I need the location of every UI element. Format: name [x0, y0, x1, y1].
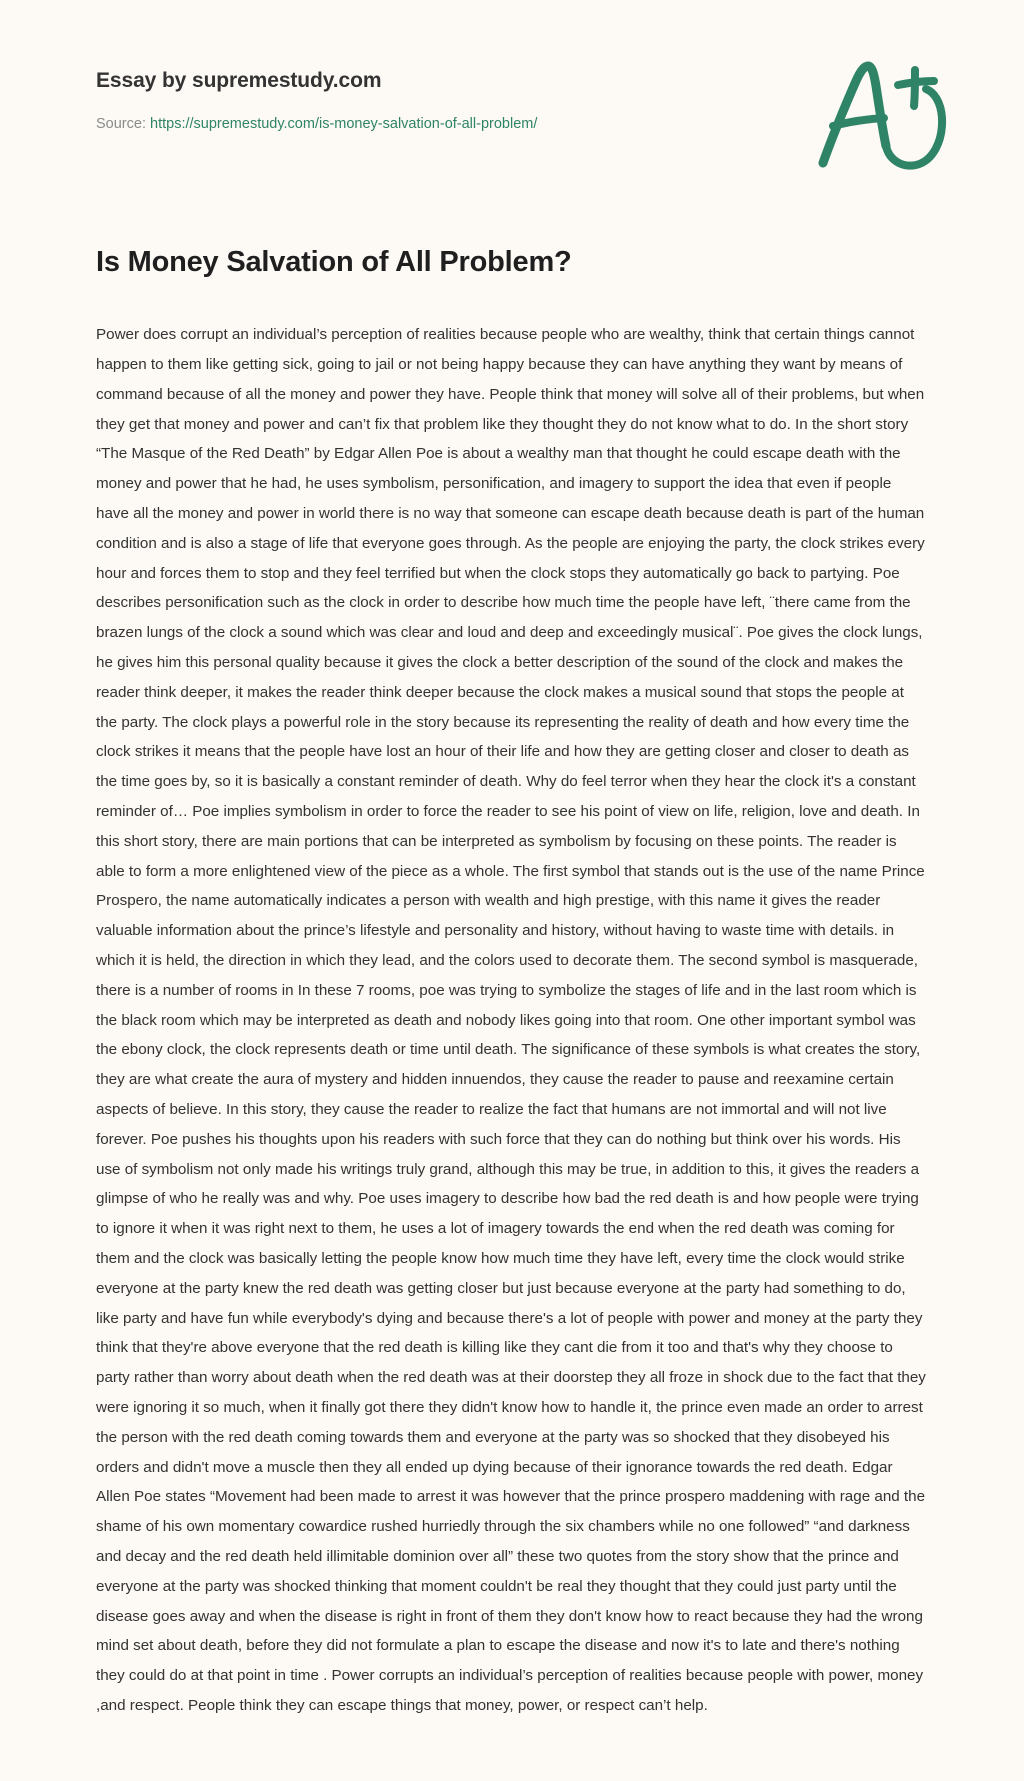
- source-line: [96, 115, 796, 134]
- header-text-block: [96, 68, 796, 134]
- article-container: [0, 200, 1024, 1781]
- page-title: Is Money Salvation of All Problem?: [96, 246, 572, 278]
- brand-byline: Essay by supremestudy.com: [96, 69, 382, 92]
- source-label: Source:: [96, 116, 146, 133]
- source-url-link[interactable]: https://supremestudy.com/is-money-salvation-of-all-problem/: [150, 116, 538, 133]
- page-header: [0, 0, 1024, 200]
- essay-body-text: Power does corrupt an individual’s perception of realities because people who are wealthy, think that certain things cannot happen to them like getting sick, going to jail or not being happy because they can have anything they want by means of command because of all the money and power they have. People think that money will solve all of their problems, but when they get that money and power and can’t fix that problem like they thought they do not know what to do. In the short story “The Masque of the Red Death” by Edgar Allen Poe is about a wealthy man that thought he could escape death with the money and power that he had, he uses symbolism, personification, and imagery to support the idea that even if people have all the money and power in world there is no way that someone can escape death because death is part of the human condition and is also a stage of life that everyone goes through. As the people are enjoying the party, the clock strikes every hour and forces them to stop and they feel terrified but when the clock stops they automatically go back to partying. Poe describes personification such as the clock in order to describe how much time the people have left, ¨there came from the brazen lungs of the clock a sound which was clear and loud and deep and exceedingly musical¨. Poe gives the clock lungs, he gives him this personal quality because it gives the clock a better description of the sound of the clock and makes the reader think deeper, it makes the reader think deeper because the clock makes a musical sound that stops the people at the party. The clock plays a powerful role in the story because its representing the reality of death and how every time the clock strikes it means that the people have lost an hour of their life and how they are getting closer and closer to death as the time goes by, so it is basically a constant reminder of death. Why do feel terror when they hear the clock it's a constant reminder of… Poe implies symbolism in order to force the reader to see his point of view on life, religion, love and death. In this short story, there are main portions that can be interpreted as symbolism by focusing on these points. The reader is able to form a more enlightened view of the piece as a whole. The first symbol that stands out is the use of the name Prince Prospero, the name automatically indicates a person with wealth and high prestige, with this name it gives the reader valuable information about the prince’s lifestyle and personality and history, without having to waste time with details. in which it is held, the direction in which they lead, and the colors used to decorate them. The second symbol is masquerade, there is a number of rooms in In these 7 rooms, poe was trying to symbolize the stages of life and in the last room which is the black room which may be interpreted as death and nobody likes going into that room. One other important symbol was the ebony clock, the clock represents death or time until death. The significance of these symbols is what creates the story, they are what create the aura of mystery and hidden innuendos, they cause the reader to pause and reexamine certain aspects of believe. In this story, they cause the reader to realize the fact that humans are not immortal and will not live forever. Poe pushes his thoughts upon his readers with such force that they can do nothing but think over his words. His use of symbolism not only made his writings truly grand, although this may be true, in addition to this, it gives the readers a glimpse of who he really was and why. Poe uses imagery to describe how bad the red death is and how people were trying to ignore it when it was right next to them, he uses a lot of imagery towards the end when the red death was coming for them and the clock was basically letting the people know how much time they have left, every time the clock would strike everyone at the party knew the red death was getting closer but just because everyone at the party had something to do, like party and have fun while everybody's dying and because there's a lot of people with power and money at the party they think that they're above everyone that the red death is killing like they cant die from it too and that's why they choose to party rather than worry about death when the red death was at their doorstep they all froze in shock due to the fact that they were ignoring it so much, when it finally got there they didn't know how to handle it, the prince even made an order to arrest the person with the red death coming towards them and everyone at the party was so shocked that they disobeyed his orders and didn't move a muscle then they all ended up dying because of their ignorance towards the red death. Edgar Allen Poe states “Movement had been made to arrest it was however that the prince prospero maddening with rage and the shame of his own momentary cowardice rushed hurriedly through the six chambers while no one followed” “and darkness and decay and the red death held illimitable dominion over all” these two quotes from the story show that the prince and everyone at the party was shocked thinking that moment couldn't be real they thought that they could just party until the disease goes away and when the disease is right in front of them they don't know how to react because they had the wrong mind set about death, before they did not formulate a plan to escape the disease and now it's to late and there's nothing they could do at that point in time . Power corrupts an individual’s perception of realities because people with power, money ,and respect. People think they can escape things that money, power, or respect can’t help.: [96, 326, 931, 1714]
- a-plus-logo-icon: [810, 48, 960, 178]
